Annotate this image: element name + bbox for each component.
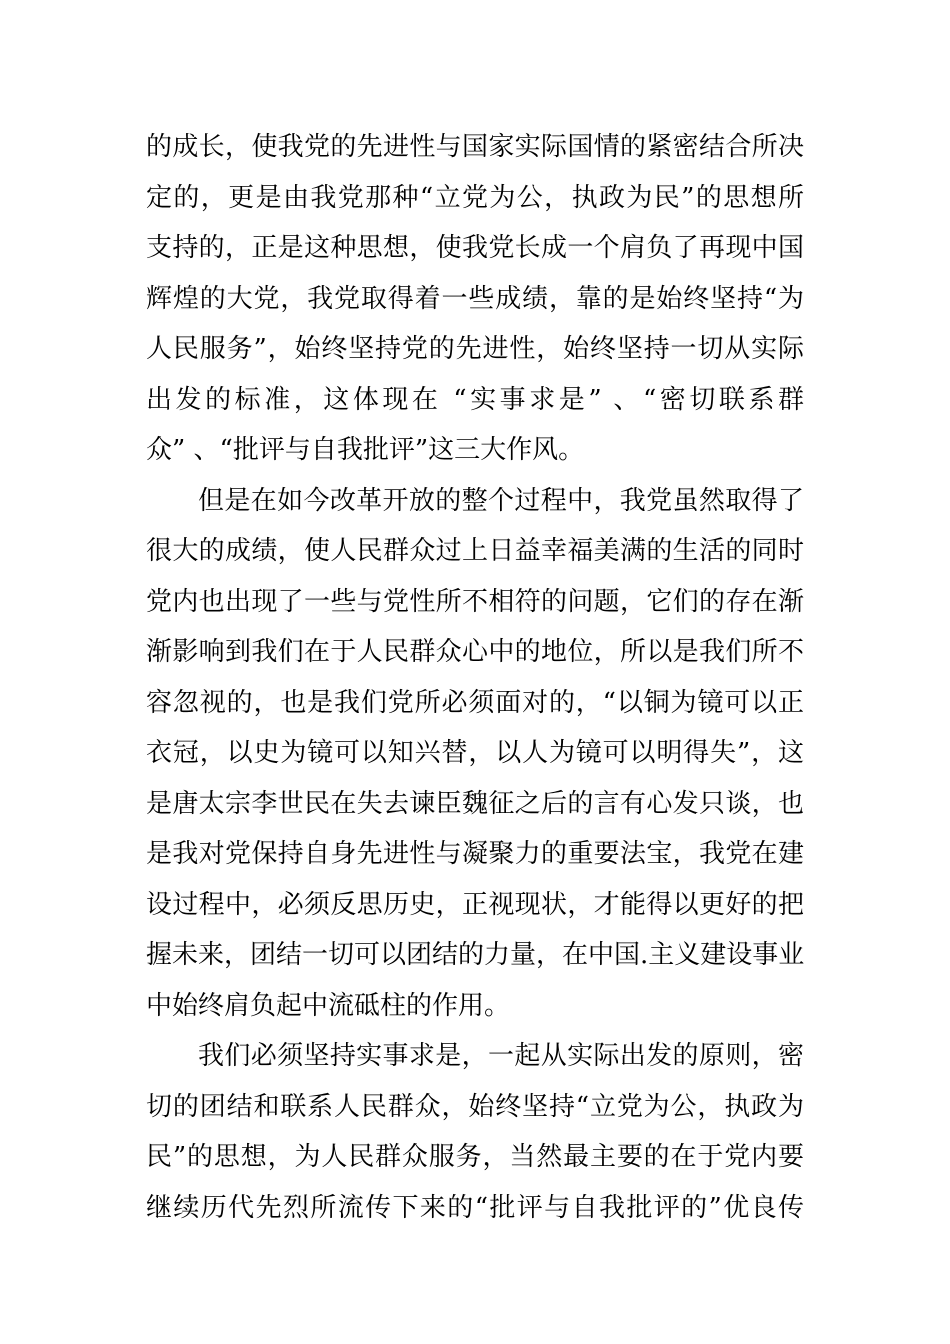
- document-body: [146, 122, 804, 1233]
- text-line: 设过程中，必须反思历史，正视现状，才能得以更好的把: [146, 889, 804, 920]
- paragraph-2: [146, 476, 804, 1032]
- text-line: 切的团结和联系人民群众，始终坚持“立党为公，执政为: [146, 1091, 804, 1122]
- text-line: 继续历代先烈所流传下来的“批评与自我批评的”优良传: [146, 1192, 804, 1223]
- text-line: 是唐太宗李世民在失去谏臣魏征之后的言有心发只谈，也: [146, 788, 804, 819]
- text-line: 的成长，使我党的先进性与国家实际国情的紧密结合所决: [146, 132, 804, 162]
- text-line: 衣冠，以史为镜可以知兴替，以人为镜可以明得失”，这: [146, 738, 804, 768]
- text-line: 是我对党保持自身先进性与凝聚力的重要法宝，我党在建: [146, 839, 804, 869]
- text-line: 定的，更是由我党那种“立党为公，执政为民”的思想所: [146, 182, 804, 213]
- text-line: 但是在如今改革开放的整个过程中，我党虽然取得了: [198, 485, 804, 516]
- text-line: 中始终肩负起中流砥柱的作用。: [146, 990, 511, 1021]
- text-line: 容忽视的，也是我们党所必须面对的，“以铜为镜可以正: [146, 687, 804, 718]
- paragraph-3: [146, 1031, 804, 1233]
- text-line: 众” 、“批评与自我批评”这三大作风。: [146, 435, 585, 465]
- text-line: 握未来，团结一切可以团结的力量，在中国.主义建设事业: [146, 940, 804, 970]
- text-line: 出发的标准，这体现在 “实事求是” 、“密切联系群: [146, 384, 804, 415]
- text-line: 辉煌的大党，我党取得着一些成绩，靠的是始终坚持“为: [146, 283, 804, 314]
- text-line: 渐影响到我们在于人民群众心中的地位，所以是我们所不: [146, 637, 804, 667]
- text-line: 民”的思想，为人民群众服务，当然最主要的在于党内要: [146, 1142, 804, 1172]
- text-line: 人民服务”，始终坚持党的先进性，始终坚持一切从实际: [146, 334, 804, 364]
- text-line: 很大的成绩，使人民群众过上日益幸福美满的生活的同时: [146, 536, 804, 566]
- text-line: 支持的，正是这种思想，使我党长成一个肩负了再现中国: [146, 233, 804, 263]
- text-line: 党内也出现了一些与党性所不相符的问题，它们的存在渐: [146, 586, 804, 617]
- paragraph-1: [146, 122, 804, 476]
- text-line: 我们必须坚持实事求是，一起从实际出发的原则，密: [198, 1041, 804, 1071]
